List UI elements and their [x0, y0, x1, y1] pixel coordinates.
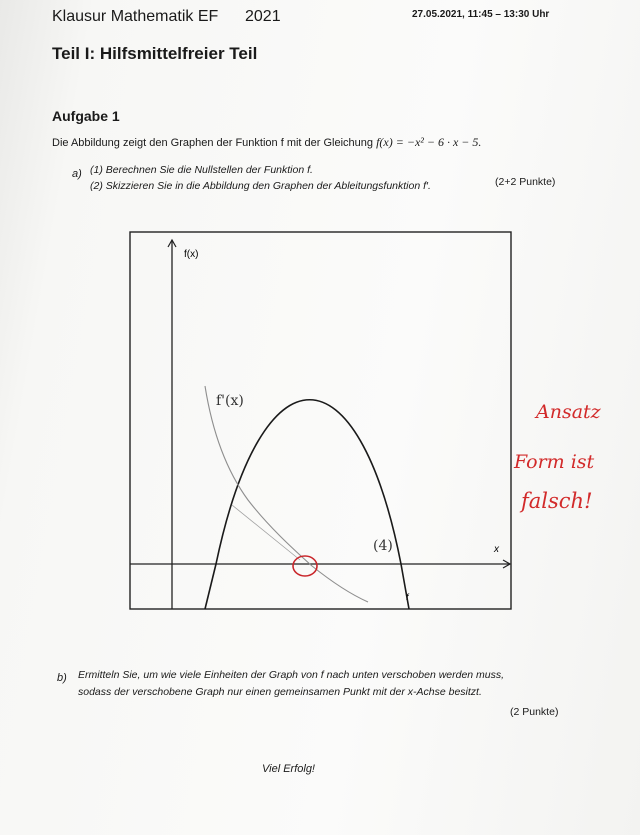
part-a-points: (2+2 Punkte) — [495, 176, 556, 188]
part-b-marker: b) — [57, 672, 67, 684]
part-a-item-1: (1) Berechnen Sie die Nullstellen der Funktion f. — [90, 164, 313, 176]
part-b-line-1: Ermitteln Sie, um wie viele Einheiten der Graph von f nach unten verschoben werden muss, — [78, 669, 505, 681]
part-heading: Teil I: Hilfsmittelfreier Teil — [52, 44, 258, 63]
part-b-line-2: sodass der verschobene Graph nur einen gemeinsamen Punkt mit der x-Achse besitzt. — [78, 686, 482, 698]
task-equation: f(x) = −x² − 6 · x − 5. — [376, 135, 482, 149]
part-a-item-2: (2) Skizzieren Sie in die Abbildung den Graphen der Ableitungsfunktion f′. — [90, 180, 431, 192]
exam-date-time: 27.05.2021, 11:45 – 13:30 Uhr — [412, 9, 550, 20]
derivative-label: f'(x) — [216, 393, 244, 409]
task-heading: Aufgabe 1 — [52, 108, 120, 124]
exam-year: 2021 — [245, 8, 281, 25]
task-intro-text: Die Abbildung zeigt den Graphen der Funktion f mit der Gleichung — [52, 137, 374, 149]
graph-frame — [130, 232, 511, 609]
teacher-comment — [513, 401, 602, 513]
exam-title: Klausur Mathematik EF — [52, 8, 219, 25]
x-axis-label: x — [494, 544, 499, 555]
point-label: (4) — [373, 538, 393, 554]
parabola-left-tail — [205, 564, 216, 609]
comment-line-3: falsch! — [521, 489, 593, 513]
curve-label-f: f — [406, 592, 409, 602]
parabola-curve — [216, 400, 409, 609]
part-a-marker: a) — [72, 168, 82, 180]
derivative-sketch-stroke — [232, 505, 300, 560]
part-b-points: (2 Punkte) — [510, 706, 559, 718]
derivative-sketch — [205, 386, 368, 602]
closing-text: Viel Erfolg! — [262, 763, 315, 775]
y-axis-label: f(x) — [184, 249, 199, 260]
comment-line-1: Ansatz — [536, 401, 601, 423]
comment-line-2: Form ist — [514, 451, 595, 473]
